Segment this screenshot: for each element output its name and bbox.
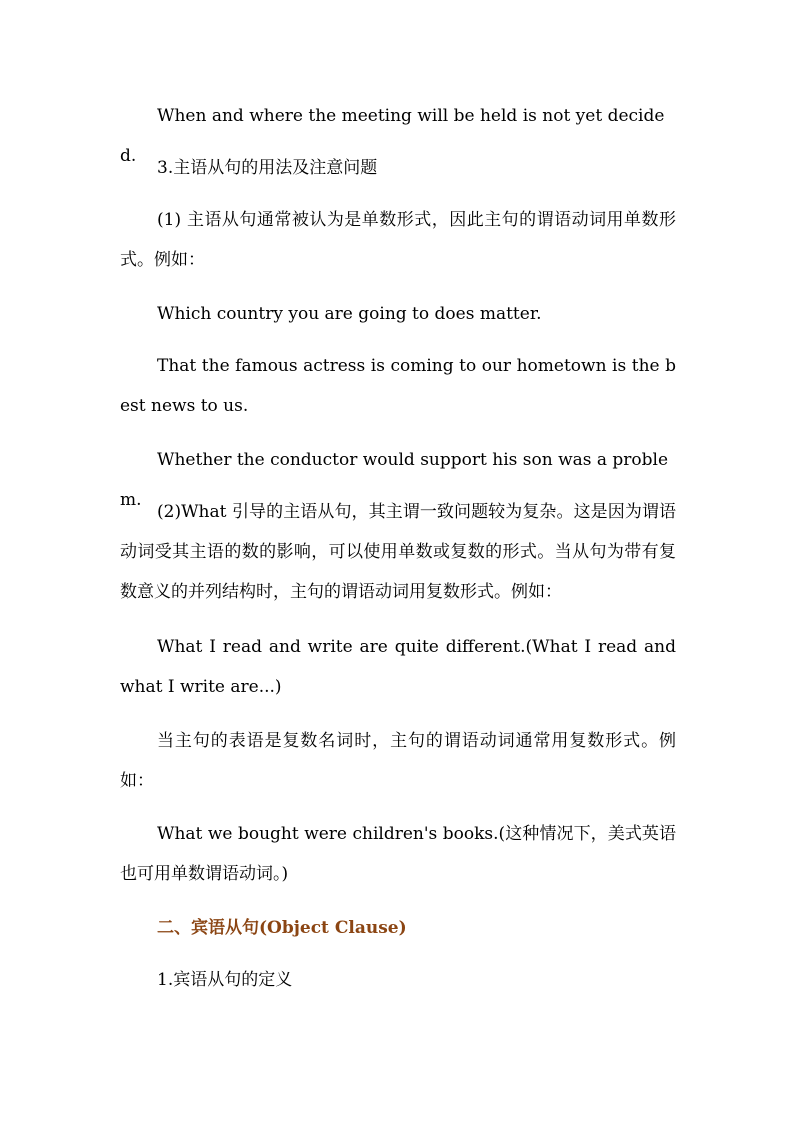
paragraph-meeting-example: When and where the meeting will be held is not yet decided. (120, 106, 665, 166)
paragraph-country-example: Which country you are going to does matter. (157, 304, 542, 324)
paragraph-plural-predicative-rule: 当主句的表语是复数名词时，主句的谓语动词通常用复数形式。例如： (120, 731, 676, 791)
section-title-subject-clause-usage: 3.主语从句的用法及注意问题 (157, 158, 378, 178)
paragraph-conductor-example: Whether the conductor would support his son was a problem. (120, 450, 669, 510)
paragraph-books-example: What we bought were children's books.(这种情况下，美式英语也可用单数谓语动词。) (120, 824, 676, 884)
section-heading-object-clause: 二、宾语从句(Object Clause) (157, 918, 407, 938)
paragraph-rule-1: (1) 主语从句通常被认为是单数形式，因此主句的谓语动词用单数形式。例如： (120, 210, 676, 270)
paragraph-read-write-example: What I read and write are quite different.(What I read and what I write are...) (120, 637, 676, 697)
section-title-object-clause-definition: 1.宾语从句的定义 (157, 970, 293, 990)
paragraph-rule-2: (2)What 引导的主语从句，其主谓一致问题较为复杂。这是因为谓语动词受其主语的数的影响，可以使用单数或复数的形式。当从句为带有复数意义的并列结构时，主句的谓语动词用复数形式。例如： (120, 502, 676, 602)
paragraph-actress-example: That the famous actress is coming to our hometown is the best news to us. (120, 356, 676, 416)
